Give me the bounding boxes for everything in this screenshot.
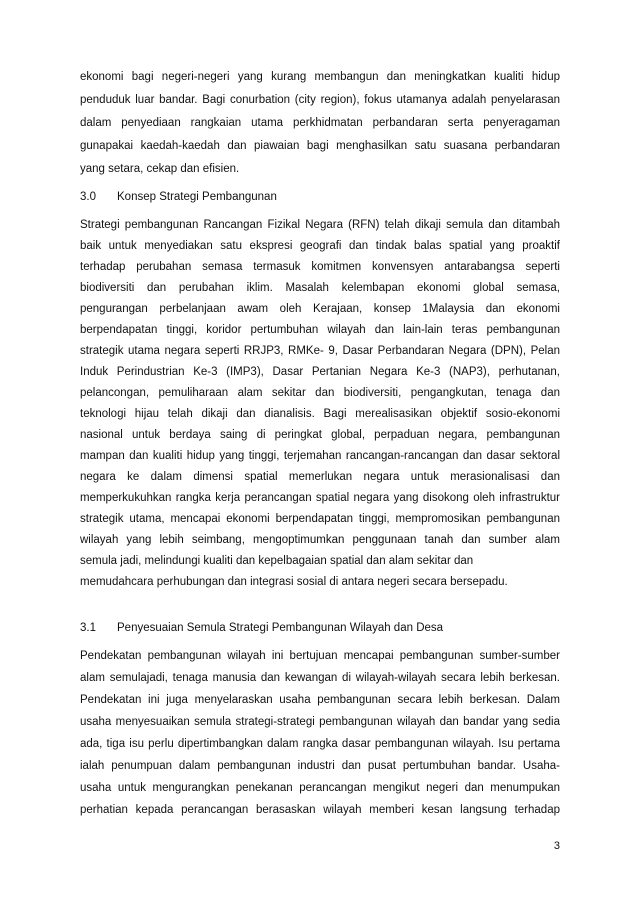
intro-paragraph — [80, 66, 560, 181]
section-body-3-1 — [80, 645, 560, 821]
paragraph-line: perhatian kepada perancangan berasaskan wilayah memberi kesan langsung terhadap — [80, 804, 560, 816]
paragraph-line: memudahcara perhubungan dan integrasi sosial di antara negeri secara bersepadu. — [80, 576, 508, 588]
paragraph-line: wilayah yang lebih seimbang, mengoptimumkan penggunaan tanah dan sumber alam — [80, 534, 560, 546]
section-title: Konsep Strategi Pembangunan — [117, 191, 277, 203]
paragraph-line: negara ke dalam dimensi spatial memerlukan negara untuk merasionalisasi dan — [80, 471, 560, 483]
paragraph-line: strategik utama negara seperti RRJP3, RMKe- 9, Dasar Perbandaran Negara (DPN), Pelan — [80, 345, 560, 357]
paragraph-line: Strategi pembangunan Rancangan Fizikal Negara (RFN) telah dikaji semula dan ditambah — [80, 219, 560, 231]
paragraph-line: ada, tiga isu perlu dipertimbangkan dalam rangka dasar pembangunan wilayah. Isu pertama — [80, 738, 560, 750]
section-body-3-0 — [80, 215, 560, 593]
paragraph-line: berpendapatan tinggi, koridor pertumbuhan wilayah dan lain-lain teras pembangunan — [80, 324, 560, 336]
paragraph-line: ialah penumpuan dalam pembangunan industri dan pusat pertumbuhan bandar. Usaha- — [80, 760, 560, 772]
paragraph-line: terhadap perubahan semasa termasuk komitmen konvensyen antarabangsa seperti — [80, 261, 560, 273]
paragraph-line: yang setara, cekap dan efisien. — [80, 163, 240, 175]
section-title: Penyesuaian Semula Strategi Pembangunan Wilayah dan Desa — [117, 622, 444, 634]
paragraph-line: pengurangan perbelanjaan awam oleh Kerajaan, konsep 1Malaysia dan ekonomi — [80, 303, 560, 315]
section-heading-3-1 — [80, 617, 560, 639]
paragraph-line: biodiversiti dan perubahan iklim. Masalah kelembapan ekonomi global semasa, — [80, 282, 560, 294]
paragraph-line: semula jadi, melindungi kualiti dan kepelbagaian spatial dan alam sekitar dan — [80, 555, 474, 567]
paragraph-line: Pendekatan pembangunan wilayah ini bertujuan mencapai pembangunan sumber-sumber — [80, 650, 560, 662]
paragraph-line: strategik utama, mencapai ekonomi berpendapatan tinggi, mempromosikan pembangunan — [80, 513, 560, 525]
section-number: 3.1 — [80, 622, 96, 634]
paragraph-line: ekonomi bagi negeri-negeri yang kurang membangun dan meningkatkan kualiti hidup — [80, 71, 560, 83]
section-heading-3-0 — [80, 186, 560, 208]
paragraph-line: penduduk luar bandar. Bagi conurbation (city region), fokus utamanya adalah penyelarasan — [80, 94, 560, 106]
section-number: 3.0 — [80, 191, 96, 203]
paragraph-line: pelancongan, pemuliharaan alam sekitar dan biodiversiti, pengangkutan, tenaga dan — [80, 387, 560, 399]
page-number: 3 — [553, 840, 560, 852]
paragraph-line: mampan dan kualiti hidup yang tinggi, terjemahan rancangan-rancangan dan dasar sektoral — [80, 450, 560, 462]
paragraph-line: teknologi hijau telah dikaji dan dianalisis. Bagi merealisasikan objektif sosio-ekonomi — [80, 408, 560, 420]
paragraph-line: dalam penyediaan rangkaian utama perkhidmatan perbandaran serta penyeragaman — [80, 117, 560, 129]
paragraph-line: nasional untuk berdaya saing di peringkat global, perpaduan negara, pembangunan — [80, 429, 560, 441]
paragraph-line: baik untuk menyediakan satu ekspresi geografi dan tindak balas spatial yang proaktif — [80, 240, 560, 252]
paragraph-line: Pendekatan ini juga menyelaraskan usaha pembangunan secara lebih berkesan. Dalam — [80, 694, 560, 706]
paragraph-line: Induk Perindustrian Ke-3 (IMP3), Dasar Pertanian Negara Ke-3 (NAP3), perhutanan, — [80, 366, 560, 378]
paragraph-line: memperkukuhkan rangka kerja perancangan spatial negara yang disokong oleh infrastruktur — [80, 492, 560, 504]
paragraph-line: alam semulajadi, tenaga manusia dan kewangan di wilayah-wilayah secara lebih berkesan. — [80, 672, 560, 684]
paragraph-line: usaha menyesuaikan semula strategi-strategi pembangunan wilayah dan bandar yang sedia — [80, 716, 560, 728]
paragraph-line: gunapakai kaedah-kaedah dan piawaian bagi menghasilkan satu suasana perbandaran — [80, 140, 560, 152]
paragraph-line: usaha untuk mengurangkan penekanan perancangan mengikut negeri dan menumpukan — [80, 782, 560, 794]
